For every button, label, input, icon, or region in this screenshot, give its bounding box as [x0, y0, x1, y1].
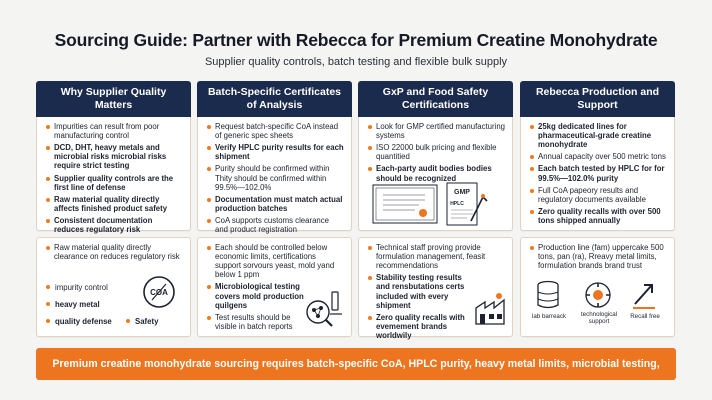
icon-label: technological support: [580, 311, 618, 325]
heavy-metal-item: heavy metal: [55, 300, 100, 309]
column-top-card: [197, 117, 352, 235]
icon-label: Recall free: [630, 313, 660, 320]
column-batch-coa: [197, 81, 352, 337]
list-item: Raw material quality directly clearance on reduces regulatory risk: [45, 243, 183, 261]
list-item: Purity should be confirmed within Thity should be confirmed within 99.5%—102.0%: [206, 164, 344, 191]
coa-badge-label: COA: [150, 288, 168, 297]
list-item: Each should be controlled below economic limits, certifications support sorvours yeast, mold yand below 1 ppm: [206, 243, 344, 279]
list-item: CoA supports customs clearance and product registration: [206, 216, 344, 234]
list-item: Verify HPLC purity results for each shipment: [206, 143, 344, 161]
hplc-label: HPLC: [450, 201, 464, 207]
list-item: DCD, DHT, heavy metals and microbial risks microbial risks require strict testing: [45, 143, 183, 170]
page-subtitle: Supplier quality controls, batch testing and flexible bulk supply: [204, 56, 508, 68]
column-bottom-card: [358, 237, 513, 340]
list-item: Documentation must match actual production batches: [206, 195, 344, 213]
recall-free-arrow-icon: [631, 280, 657, 310]
column-bottom-card: [520, 237, 675, 337]
column-gxp-certifications: [358, 81, 513, 340]
list-item: Zero quality recalls with evemement brands worldwily: [367, 313, 475, 340]
certificate-documents-icon: [367, 179, 505, 227]
list-item: Technical staff proving provide formulation management, feasit recommendations: [367, 243, 505, 270]
support-gear-icon: [583, 280, 613, 310]
column-top-card: [520, 117, 675, 231]
column-bottom-card: [36, 237, 191, 337]
footer-banner: Premium creatine monohydrate sourcing requires batch-specific CoA, HPLC purity, heavy metal limits, microbial testing,: [36, 348, 676, 380]
list-item: Supplier quality controls are the first line of defense: [45, 174, 183, 192]
safety-item: Safety: [135, 317, 159, 326]
list-item: Test results should be visible in batch reports: [206, 313, 306, 331]
list-item: Microbiological testing covers mold production quilgens: [206, 282, 306, 309]
factory-icon: [473, 290, 507, 328]
column-top-card: [36, 117, 191, 235]
column-header: GxP and Food Safety Certifications: [358, 81, 513, 117]
column-supplier-quality: [36, 81, 191, 337]
page-title: Sourcing Guide: Partner with Rebecca for Premium Creatine Monohydrate: [54, 30, 658, 50]
list-item: Raw material quality directly affects finished product safety: [45, 195, 183, 213]
list-item: Stability testing results and rensbutations certs included with every shipment: [367, 273, 475, 309]
gmp-label: GMP: [454, 189, 470, 196]
list-item: Zero quality recalls with over 500 tons shipped annually: [529, 207, 667, 225]
list-item: Consistent documentation reduces regulatory risk: [45, 216, 183, 234]
list-item: Each-party audit bodies bodies should be recognized: [367, 164, 505, 182]
microscope-molecule-icon: [304, 286, 346, 332]
column-rebecca-production: [520, 81, 675, 337]
list-item: Request batch-specific CoA instead of generic spec sheets: [206, 122, 344, 140]
coa-badge-icon: [141, 274, 177, 310]
list-item: ISO 22000 bulk pricing and flexible quantitied: [367, 143, 505, 161]
quality-defense-item: quality defense: [55, 317, 112, 326]
icon-label: lab barreack: [531, 313, 567, 320]
column-bottom-card: [197, 237, 352, 337]
list-item: Production line (fam) uppercake 500 tons, pan (ra), Rreavy metal limits, formulation brands brand trust: [529, 243, 667, 270]
column-header: Why Supplier Quality Matters: [36, 81, 191, 117]
list-item: Each batch tested by HPLC for for 99.5%—102.0% purity: [529, 164, 667, 182]
list-item: Full CoA papeory results and regulatory documents available: [529, 186, 667, 204]
list-item: 25kg dedicated lines for pharmaceutical-grade creatine monohydrate: [529, 122, 667, 149]
impurity-control-item: impurity control: [55, 283, 108, 292]
column-top-card: [358, 117, 513, 231]
list-item: Look for GMP certified manufacturing systems: [367, 122, 505, 140]
list-item: Annual capacity over 500 metric tons: [529, 152, 667, 161]
barrel-icon: [535, 280, 561, 310]
column-header: Rebecca Production and Support: [520, 81, 675, 117]
list-item: Impurities can result from poor manufacturing control: [45, 122, 183, 140]
column-header: Batch-Specific Certificates of Analysis: [197, 81, 352, 117]
